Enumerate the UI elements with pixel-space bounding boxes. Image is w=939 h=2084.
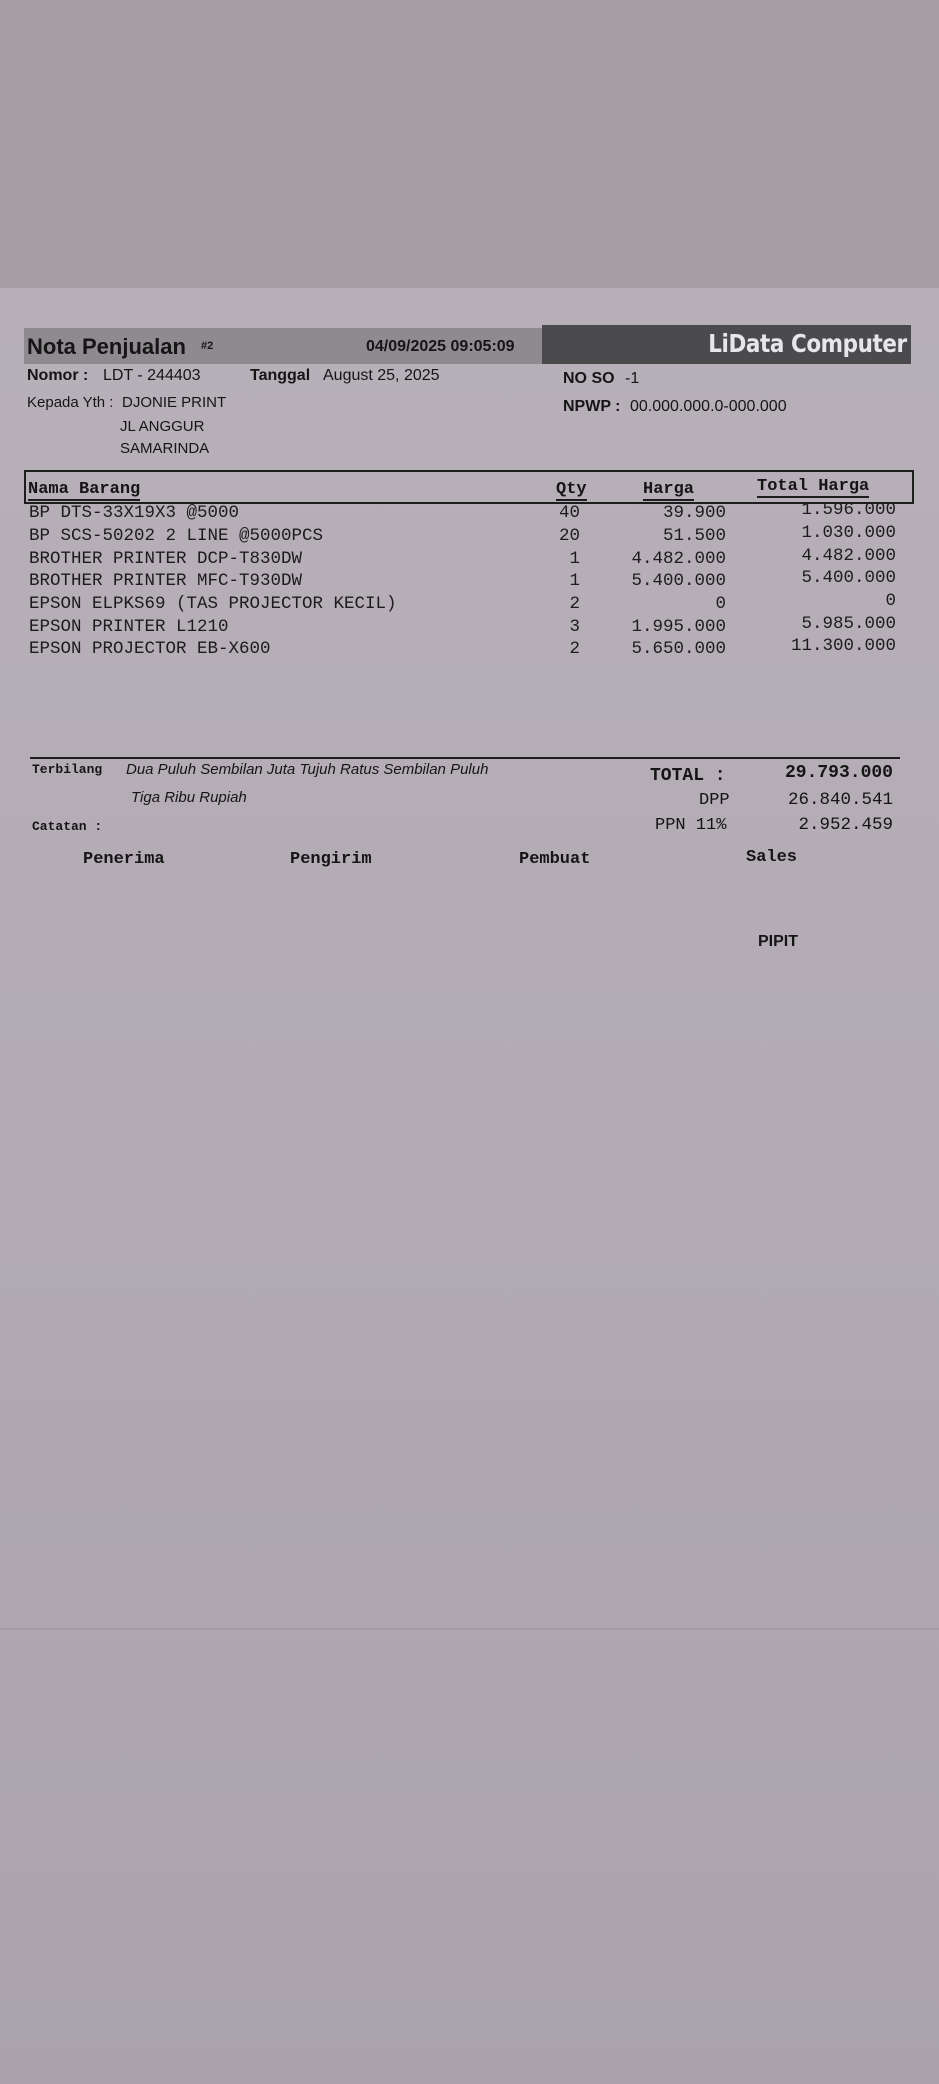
terbilang-line1: Dua Puluh Sembilan Juta Tujuh Ratus Sembilan Puluh — [126, 761, 489, 778]
ppn-value: 2.952.459 — [798, 815, 893, 835]
brand-bar — [542, 325, 911, 364]
signature-pembuat: Pembuat — [519, 850, 591, 869]
item-qty: 20 — [558, 526, 580, 546]
item-qty: 40 — [558, 503, 580, 523]
dpp-label: DPP — [699, 791, 730, 810]
paper-fold-line — [0, 1628, 939, 1630]
company-name: LiData Computer — [708, 329, 907, 358]
item-name: BROTHER PRINTER MFC-T930DW — [29, 571, 303, 591]
npwp-value: 00.000.000.0-000.000 — [630, 398, 787, 415]
item-total: 5.985.000 — [801, 614, 896, 634]
customer-address-line1: JL ANGGUR — [120, 418, 205, 435]
tanggal-value: August 25, 2025 — [323, 367, 440, 384]
dpp-value: 26.840.541 — [787, 790, 893, 810]
nomor-value: LDT - 244403 — [103, 367, 201, 384]
noso-label: NO SO — [563, 370, 615, 387]
terbilang-label: Terbilang — [32, 762, 103, 777]
col-harga — [643, 480, 694, 499]
print-datetime: 04/09/2025 09:05:09 — [366, 338, 515, 355]
nomor-label: Nomor : — [27, 367, 89, 384]
table-row — [0, 500, 939, 526]
copy-mark: #2 — [201, 340, 214, 352]
item-total: 0 — [885, 591, 896, 611]
item-price: 5.400.000 — [631, 571, 726, 591]
item-qty: 2 — [569, 639, 580, 659]
signature-penerima: Penerima — [83, 850, 165, 869]
table-row — [0, 546, 939, 572]
col-harga-label: Harga — [643, 480, 695, 499]
terbilang-line2: Tiga Ribu Rupiah — [131, 789, 247, 806]
table-row — [0, 523, 939, 549]
footer-rule — [30, 757, 900, 759]
item-qty: 1 — [569, 549, 580, 569]
signature-sales: Sales — [746, 848, 798, 867]
total-value: 29.793.000 — [784, 763, 893, 783]
signature-pengirim: Pengirim — [290, 850, 372, 869]
item-name: BP SCS-50202 2 LINE @5000PCS — [29, 526, 324, 546]
table-row — [0, 591, 939, 617]
item-total: 1.030.000 — [801, 523, 896, 543]
table-row — [0, 636, 939, 662]
ppn-label: PPN 11% — [655, 816, 727, 835]
item-total: 11.300.000 — [790, 636, 896, 656]
item-price: 5.650.000 — [631, 639, 726, 659]
item-name: EPSON ELPKS69 (TAS PROJECTOR KECIL) — [29, 594, 397, 614]
customer-address-line2: SAMARINDA — [120, 440, 210, 457]
item-price: 1.995.000 — [631, 617, 726, 637]
item-total: 4.482.000 — [801, 546, 896, 566]
kepada-label: Kepada Yth : — [27, 394, 114, 411]
tanggal-label: Tanggal — [250, 367, 311, 384]
item-price: 4.482.000 — [631, 549, 726, 569]
item-qty: 2 — [569, 594, 580, 614]
item-name: BP DTS-33X19X3 @5000 — [29, 503, 240, 523]
col-qty — [556, 480, 587, 499]
item-name: EPSON PROJECTOR EB-X600 — [29, 639, 271, 659]
item-name: BROTHER PRINTER DCP-T830DW — [29, 549, 303, 569]
noso-value: -1 — [625, 370, 640, 387]
item-qty: 3 — [569, 617, 580, 637]
col-nama-barang — [28, 480, 140, 499]
catatan-label: Catatan : — [32, 819, 103, 834]
table-row — [0, 568, 939, 594]
item-price: 39.900 — [662, 503, 726, 523]
total-label: TOTAL : — [650, 766, 726, 786]
col-nama-barang-label: Nama Barang — [28, 480, 141, 499]
item-qty: 1 — [569, 571, 580, 591]
document-title: Nota Penjualan — [27, 334, 186, 359]
item-price: 0 — [715, 594, 726, 614]
item-name: EPSON PRINTER L1210 — [29, 617, 229, 637]
col-total-harga-label: Total Harga — [757, 477, 870, 496]
npwp-label: NPWP : — [563, 398, 621, 415]
col-total-harga — [757, 477, 869, 496]
item-price: 51.500 — [662, 526, 726, 546]
item-total: 5.400.000 — [801, 568, 896, 588]
customer-name: DJONIE PRINT — [122, 394, 227, 411]
item-total: 1.596.000 — [801, 500, 896, 520]
col-qty-label: Qty — [556, 480, 587, 499]
sales-person-name: PIPIT — [758, 933, 799, 950]
